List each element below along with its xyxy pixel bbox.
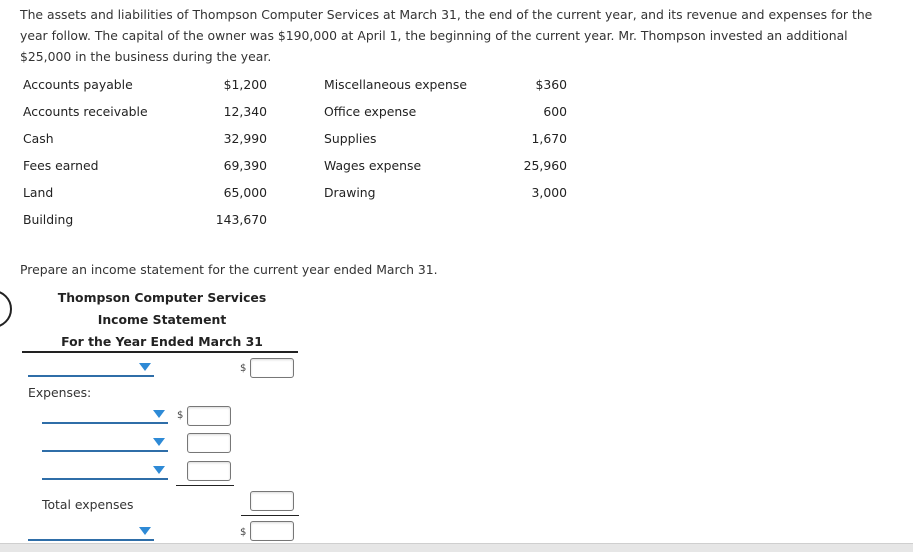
dollar-sign: $ [177, 410, 184, 421]
account-label: Fees earned [23, 158, 99, 173]
net-income-input[interactable] [250, 521, 294, 541]
account-label: Accounts payable [23, 77, 133, 92]
revenue-amount-input[interactable] [250, 358, 294, 378]
account-amount: $1,200 [223, 77, 267, 92]
statement-period: For the Year Ended March 31 [61, 334, 263, 349]
account-label: Cash [23, 131, 54, 146]
account-amount: 3,000 [531, 185, 567, 200]
chevron-down-icon [139, 363, 151, 371]
header-rule [22, 351, 298, 353]
total-expenses-label: Total expenses [42, 497, 134, 512]
account-label: Miscellaneous expense [324, 77, 467, 92]
expense-amount-input[interactable] [187, 461, 231, 481]
account-label: Building [23, 212, 74, 227]
total-rule [241, 515, 299, 516]
account-amount: 143,670 [215, 212, 267, 227]
expense-account-dropdown[interactable] [42, 408, 168, 424]
total-expenses-input[interactable] [250, 491, 294, 511]
account-label: Land [23, 185, 54, 200]
subtotal-rule [176, 485, 234, 486]
chevron-down-icon [153, 410, 165, 418]
expense-account-dropdown[interactable] [42, 436, 168, 452]
instruction-prompt: Prepare an income statement for the current year ended March 31. [20, 262, 438, 277]
net-income-dropdown[interactable] [28, 525, 154, 541]
account-label: Accounts receivable [23, 104, 148, 119]
expense-amount-input[interactable] [187, 433, 231, 453]
partial-circle-icon [0, 290, 12, 328]
account-amount: 12,340 [223, 104, 267, 119]
account-amount: $360 [535, 77, 567, 92]
account-amount: 600 [543, 104, 567, 119]
statement-title: Income Statement [97, 312, 227, 327]
statement-company: Thompson Computer Services [57, 290, 267, 305]
account-amount: 65,000 [223, 185, 267, 200]
account-amount: 25,960 [523, 158, 567, 173]
chevron-down-icon [153, 438, 165, 446]
account-label: Supplies [324, 131, 377, 146]
account-amount: 69,390 [223, 158, 267, 173]
account-label: Office expense [324, 104, 417, 119]
problem-text: The assets and liabilities of Thompson Computer Services at March 31, the end of the current year, and its revenue and expenses for the year follow. The capital of the owner was $190,000 at April 1, the beginning of the current year. Mr. Thompson invested an additional $25,000 in the business during the year. [20, 7, 873, 64]
revenue-account-dropdown[interactable] [28, 361, 154, 377]
chevron-down-icon [139, 527, 151, 535]
account-label: Wages expense [324, 158, 422, 173]
account-amount: 1,670 [531, 131, 567, 146]
chevron-down-icon [153, 466, 165, 474]
account-amount: 32,990 [223, 131, 267, 146]
expenses-label: Expenses: [28, 385, 92, 400]
expense-amount-input[interactable] [187, 406, 231, 426]
dollar-sign: $ [240, 363, 247, 374]
expense-account-dropdown[interactable] [42, 464, 168, 480]
account-label: Drawing [324, 185, 376, 200]
dollar-sign: $ [240, 527, 247, 538]
